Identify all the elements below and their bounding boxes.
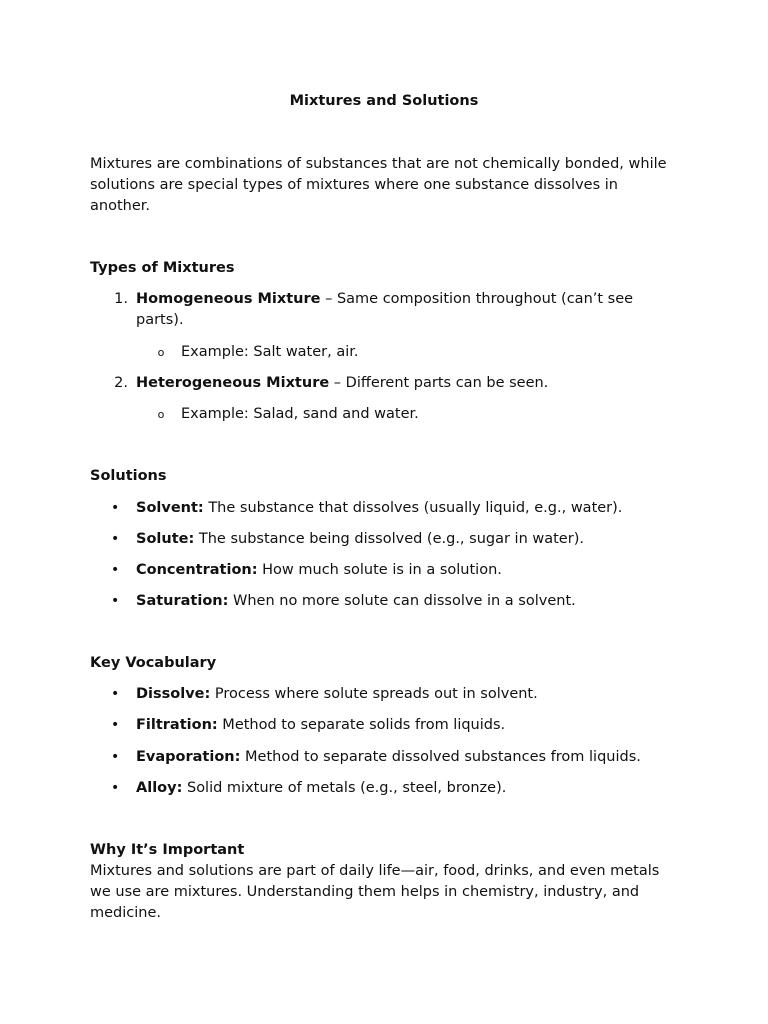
list-item-solvent <box>136 498 622 519</box>
list-item-dissolve <box>136 684 538 705</box>
bullet-icon: • <box>111 780 120 796</box>
desc-solvent: The substance that dissolves (usually liquid, e.g., water). <box>203 500 623 516</box>
sub-bullet-icon: o <box>157 408 165 421</box>
sub-bullet-icon: o <box>157 346 165 359</box>
desc-dissolve: Process where solute spreads out in solvent. <box>210 686 538 702</box>
list-item-alloy <box>136 778 506 799</box>
bullet-icon: • <box>111 686 120 702</box>
bullet-icon: • <box>111 749 120 765</box>
bullet-icon: • <box>111 717 120 733</box>
term-solute: Solute: <box>136 531 195 547</box>
importance-paragraph: Mixtures and solutions are part of daily life—air, food, drinks, and even metals we use are mixtures. Understanding them helps in chemistry, industry, and medicine. <box>90 863 660 921</box>
list-number: 1. <box>114 291 128 307</box>
bullet-icon: • <box>111 562 120 578</box>
desc-alloy: Solid mixture of metals (e.g., steel, bronze). <box>182 780 507 796</box>
term-alloy: Alloy: <box>136 780 183 796</box>
term-dissolve: Dissolve: <box>136 686 211 702</box>
term-homogeneous: Homogeneous Mixture <box>136 291 321 307</box>
term-saturation: Saturation: <box>136 593 229 609</box>
term-heterogeneous: Heterogeneous Mixture <box>136 375 330 391</box>
list-item-saturation <box>136 591 576 612</box>
importance-heading: Why It’s Important <box>90 842 245 858</box>
desc-concentration: How much solute is in a solution. <box>257 562 502 578</box>
list-item-filtration <box>136 715 505 736</box>
example-homogeneous: Example: Salt water, air. <box>181 344 359 360</box>
solutions-heading: Solutions <box>90 468 167 484</box>
desc-solute: The substance being dissolved (e.g., sugar in water). <box>194 531 584 547</box>
vocabulary-heading: Key Vocabulary <box>90 655 217 671</box>
term-solvent: Solvent: <box>136 500 204 516</box>
term-evaporation: Evaporation: <box>136 749 241 765</box>
list-item-evaporation <box>136 747 641 768</box>
desc-filtration: Method to separate solids from liquids. <box>217 717 506 733</box>
bullet-icon: • <box>111 500 120 516</box>
list-item-solute <box>136 529 584 550</box>
example-heterogeneous: Example: Salad, sand and water. <box>181 406 419 422</box>
list-item-homogeneous <box>136 289 676 331</box>
types-heading: Types of Mixtures <box>90 260 235 276</box>
term-filtration: Filtration: <box>136 717 218 733</box>
list-number: 2. <box>114 375 128 391</box>
desc-heterogeneous: – Different parts can be seen. <box>329 375 549 391</box>
term-concentration: Concentration: <box>136 562 258 578</box>
document-title: Mixtures and Solutions <box>289 93 479 109</box>
bullet-icon: • <box>111 593 120 609</box>
bullet-icon: • <box>111 531 120 547</box>
list-item-concentration <box>136 560 502 581</box>
desc-evaporation: Method to separate dissolved substances from liquids. <box>240 749 641 765</box>
desc-homogeneous: – Same composition throughout (can’t see parts). <box>136 291 634 328</box>
desc-saturation: When no more solute can dissolve in a solvent. <box>228 593 576 609</box>
intro-paragraph: Mixtures are combinations of substances that are not chemically bonded, while solutions are special types of mixtures where one substance dissolves in another. <box>90 156 667 214</box>
list-item-heterogeneous <box>136 373 548 394</box>
